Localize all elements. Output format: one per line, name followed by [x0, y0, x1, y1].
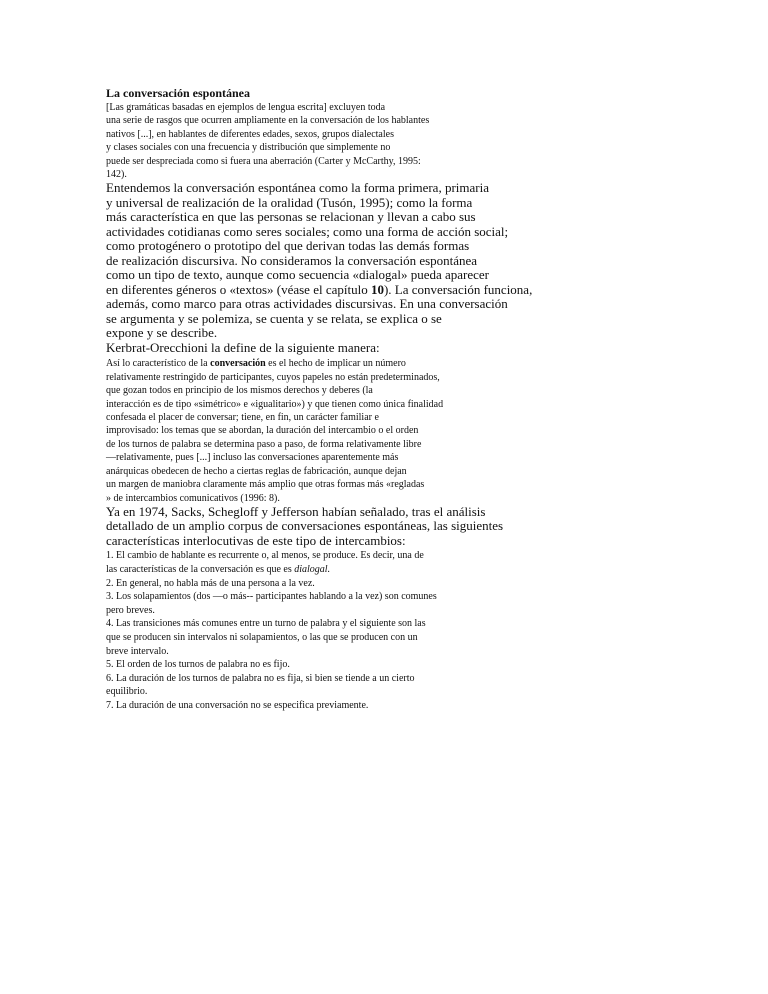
paragraph-line: se argumenta y se polemiza, se cuenta y se relata, se explica o se — [106, 310, 442, 326]
quote-line: relativamente restringido de participantes, cuyos papeles no están predeterminados, — [106, 371, 440, 383]
quote-line: puede ser despreciada como si fuera una aberración (Carter y McCarthy, 1995: — [106, 155, 421, 167]
paragraph-line: actividades cotidianas como seres sociales; como una forma de acción social; — [106, 223, 509, 239]
quote-line: nativos [...], en hablantes de diferentes edades, sexos, grupos dialectales — [106, 128, 394, 140]
list-italic-term: dialogal. — [294, 564, 331, 575]
paragraph-definition — [106, 181, 536, 341]
paragraph-line: detallado de un amplio corpus de conversaciones espontáneas, las siguientes — [106, 518, 504, 534]
paragraph-sacks — [106, 505, 536, 549]
quote-text: es el hecho de implicar un número — [265, 358, 406, 370]
quote-line: anárquicas obedecen de hecho a ciertas reglas de fabricación, aunque dejan — [106, 465, 407, 477]
list-item: 3. Los solapamientos (dos —o más-- participantes hablando a la vez) son comunes — [106, 591, 437, 603]
paragraph-line: de realización discursiva. No consideramos la conversación espontánea — [106, 252, 478, 268]
quote-line: 142). — [106, 169, 127, 181]
list-item: 2. En general, no habla más de una persona a la vez. — [106, 577, 315, 589]
quote-line: [Las gramáticas basadas en ejemplos de lengua escrita] excluyen toda — [106, 102, 386, 113]
paragraph-text: ). La conversación funciona, — [383, 281, 533, 297]
quote-bold-term: conversación — [210, 358, 266, 370]
document-page — [106, 86, 536, 713]
list-item: 7. La duración de una conversación no se especifica previamente. — [106, 699, 369, 711]
quote-kerbrat-orecchioni — [106, 357, 536, 504]
list-item: 5. El orden de los turnos de palabra no es fijo. — [106, 659, 290, 671]
quote-line: » de intercambios comunicativos (1996: 8). — [106, 492, 280, 504]
section-title: La conversación espontánea — [106, 86, 250, 100]
quote-line: una serie de rasgos que ocurren ampliamente en la conversación de los hablantes — [106, 115, 430, 127]
paragraph-kerbrat-intro: Kerbrat-Orecchioni la define de la siguiente manera: — [106, 339, 380, 355]
paragraph-text: en diferentes géneros o «textos» (véase el capítulo — [106, 281, 371, 297]
list-item: 1. El cambio de hablante es recurrente o, al menos, se produce. Es decir, una de — [106, 550, 424, 562]
quote-line — [106, 357, 536, 370]
paragraph-line: características interlocutivas de este tipo de intercambios: — [106, 532, 406, 548]
paragraph-line — [106, 283, 536, 298]
quote-carter-mccarthy — [106, 101, 536, 181]
quote-line: improvisado: los temas que se abordan, la duración del intercambio o el orden — [106, 425, 419, 437]
quote-line: un margen de maniobra claramente más amplio que otras formas más «regladas — [106, 479, 425, 491]
list-item: que se producen sin intervalos ni solapamientos, o las que se producen con un — [106, 631, 418, 643]
paragraph-line: además, como marco para otras actividades discursivas. En una conversación — [106, 296, 508, 312]
paragraph-line: más característica en que las personas se relacionan y llevan a cabo sus — [106, 209, 476, 225]
paragraph-line: Entendemos la conversación espontánea como la forma primera, primaria — [106, 180, 489, 196]
paragraph-line: y universal de realización de la oralidad (Tusón, 1995); como la forma — [106, 194, 473, 210]
quote-line: y clases sociales con una frecuencia y distribución que simplemente no — [106, 142, 391, 154]
quote-line: —relativamente, pues [...] incluso las conversaciones aparentemente más — [106, 452, 399, 464]
list-item: 4. Las transiciones más comunes entre un turno de palabra y el siguiente son las — [106, 618, 426, 630]
quote-line: confesada el placer de conversar; tiene, en fin, un carácter familiar e — [106, 412, 379, 424]
paragraph-line: como un tipo de texto, aunque como secuencia «dialogal» pueda aparecer — [106, 267, 489, 283]
characteristics-list — [106, 549, 536, 712]
paragraph-line: como protogénero o prototipo del que derivan todas las demás formas — [106, 238, 470, 254]
list-item — [106, 563, 536, 577]
quote-line: de los turnos de palabra se determina paso a paso, de forma relativamente libre — [106, 438, 422, 450]
list-item: breve intervalo. — [106, 645, 169, 657]
paragraph-line: expone y se describe. — [106, 325, 218, 341]
paragraph-line: Ya en 1974, Sacks, Schegloff y Jefferson habían señalado, tras el análisis — [106, 503, 486, 519]
quote-text: Así lo característico de la — [106, 358, 211, 370]
list-item: equilibrio. — [106, 686, 148, 698]
quote-line: que gozan todos en principio de los mismos derechos y deberes (la — [106, 385, 373, 397]
list-item: pero breves. — [106, 604, 155, 616]
chapter-reference: 10 — [370, 281, 384, 297]
quote-line: interacción es de tipo «simétrico» e «igualitario») y que tienen como única finalidad — [106, 398, 444, 410]
list-item: 6. La duración de los turnos de palabra no es fija, si bien se tiende a un cierto — [106, 672, 415, 684]
list-text: las características de la conversación es que es — [106, 564, 295, 575]
